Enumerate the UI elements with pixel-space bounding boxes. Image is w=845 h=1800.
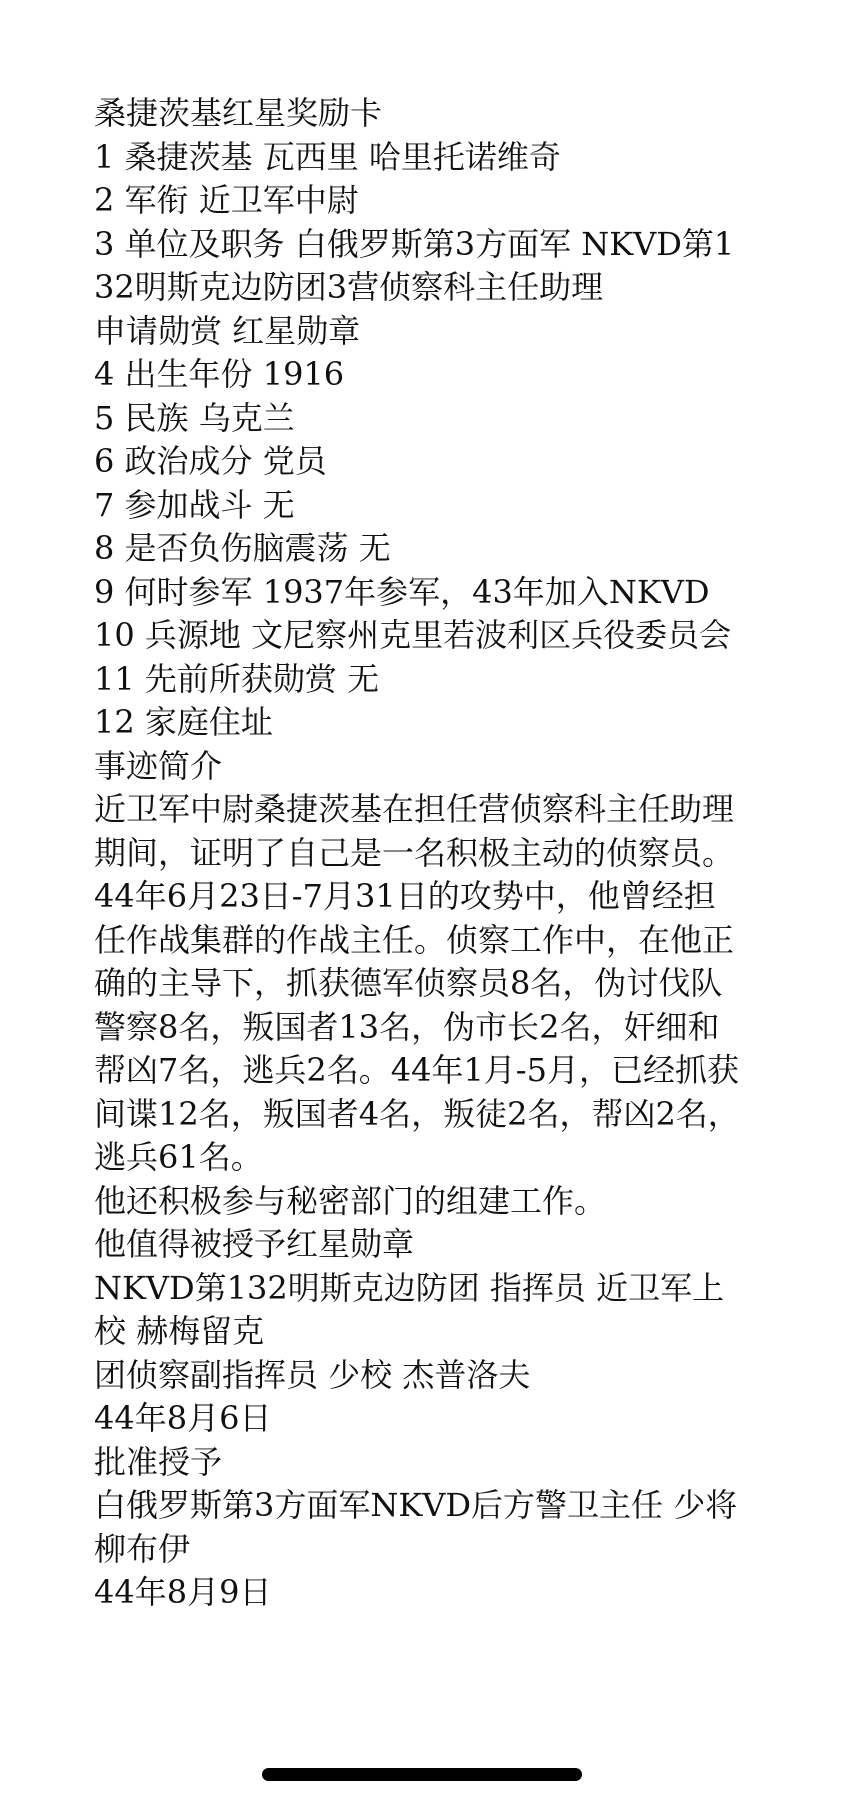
approver: 白俄罗斯第3方面军NKVD后方警卫主任 少将 柳布伊: [94, 1486, 738, 1568]
field-requested-award: 申请勋赏 红星勋章: [94, 311, 361, 350]
signatory-commander: NKVD第132明斯克边防团 指挥员 近卫军上校 赫梅留克: [94, 1268, 725, 1350]
summary-additional: 他还积极参与秘密部门的组建工作。: [94, 1181, 607, 1220]
date-approved: 44年8月9日: [94, 1573, 272, 1611]
home-indicator-bar[interactable]: [262, 1768, 582, 1781]
recommendation: 他值得被授予红星勋章: [94, 1225, 415, 1263]
signatory-deputy: 团侦察副指挥员 少校 杰普洛夫: [94, 1355, 531, 1394]
document-title: 桑捷茨基红星奖励卡: [94, 94, 383, 132]
field-unit-position: 3 单位及职务 白俄罗斯第3方面军 NKVD第132明斯克边防团3营侦察科主任助理: [94, 224, 735, 306]
field-previous-awards: 11 先前所获勋赏 无: [94, 659, 380, 698]
approval-heading: 批准授予: [94, 1442, 223, 1481]
field-wounds: 8 是否负伤脑震荡 无: [94, 529, 391, 567]
field-battles: 7 参加战斗 无: [94, 485, 295, 524]
field-nationality: 5 民族 乌克兰: [94, 398, 295, 437]
summary-body: 近卫军中尉桑捷茨基在担任营侦察科主任助理期间，证明了自己是一名积极主动的侦察员。44年6月23日-7月31日的攻势中，他曾经担任作战集群的作战主任。侦察工作中，在他正确的主导下，抓获德军侦察员8名，伪讨伐队警察8名，叛国者13名，伪市长2名，奸细和帮凶7名，逃兵2名。44年1月-5月，已经抓获间谍12名，叛国者4名，叛徒2名，帮凶2名，逃兵61名。: [94, 790, 740, 1176]
field-birth-year: 4 出生年份 1916: [94, 355, 345, 393]
summary-heading: 事迹简介: [94, 746, 223, 785]
award-card-document: [94, 92, 744, 1615]
date-signed: 44年8月6日: [94, 1399, 272, 1437]
field-home-address: 12 家庭住址: [94, 703, 273, 741]
field-name: 1 桑捷茨基 瓦西里 哈里托诺维奇: [94, 137, 561, 176]
field-enlistment: 9 何时参军 1937年参军，43年加入NKVD: [94, 572, 710, 611]
field-party-status: 6 政治成分 党员: [94, 442, 327, 480]
field-recruitment-office: 10 兵源地 文尼察州克里若波利区兵役委员会: [94, 616, 732, 654]
field-rank: 2 军衔 近卫军中尉: [94, 181, 359, 219]
